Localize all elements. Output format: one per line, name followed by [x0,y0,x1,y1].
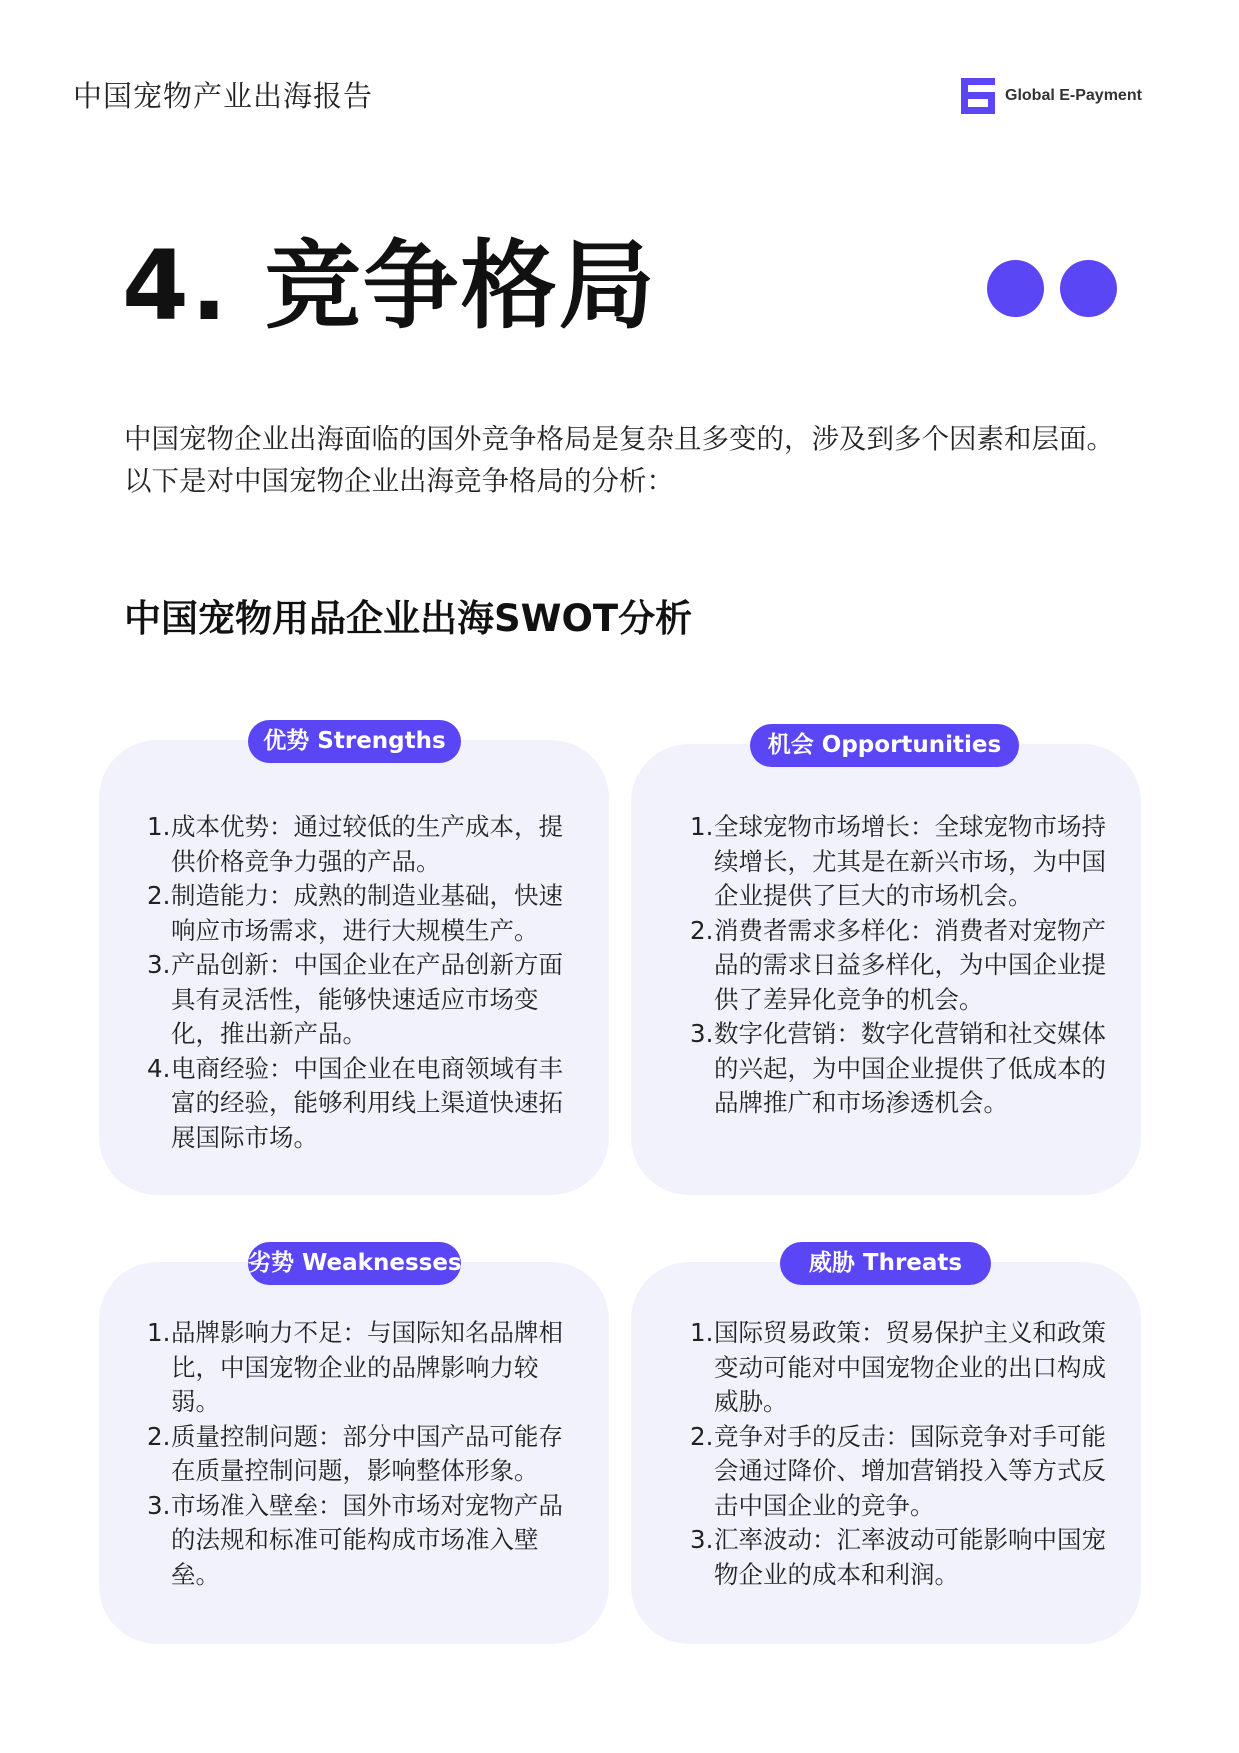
list-item-text: 产品创新：中国企业在产品创新方面具有灵活性，能够快速适应市场变化，推出新产品。 [171,950,563,1048]
list-item-number: 2. [690,915,714,945]
opportunities-list [690,810,1120,1121]
list-item-number: 3. [690,1019,714,1048]
list-item [690,810,1120,914]
list-item-text: 竞争对手的反击：国际竞争对手可能会通过降价、增加营销投入等方式反击中国企业的竞争。 [714,1421,1106,1520]
list-item [147,1316,577,1420]
list-item-text: 市场准入壁垒：国外市场对宠物产品的法规和标准可能构成市场准入壁垒。 [171,1490,563,1589]
page-title: 4. 竞争格局 [122,230,657,342]
list-item-number: 1. [147,1318,171,1347]
list-item-number: 2. [690,1421,714,1451]
list-item-text: 品牌影响力不足：与国际知名品牌相比，中国宠物企业的品牌影响力较弱。 [171,1318,563,1416]
list-item [690,1420,1120,1524]
threats-list [690,1316,1120,1592]
list-item-number: 1. [690,1318,714,1347]
list-item [147,1420,577,1489]
list-item [147,948,577,1052]
weaknesses-label: 劣势 Weaknesses [248,1242,461,1285]
report-header-title: 中国宠物产业出海报告 [73,79,374,113]
list-item-text: 全球宠物市场增长：全球宠物市场持续增长，尤其是在新兴市场，为中国企业提供了巨大的市场机会。 [714,812,1106,910]
global-e-payment-logo-icon [961,78,995,114]
list-item [147,810,577,879]
list-item [690,1523,1120,1592]
opportunities-label: 机会 Opportunities [750,724,1019,767]
logo-text: Global E-Payment [1005,87,1142,104]
strengths-label: 优势 Strengths [248,720,461,763]
list-item [147,879,577,948]
list-item-text: 数字化营销：数字化营销和社交媒体的兴起，为中国企业提供了低成本的品牌推广和市场渗透机会。 [714,1019,1106,1117]
list-item-text: 成本优势：通过较低的生产成本，提供价格竞争力强的产品。 [171,812,563,876]
threats-label: 威胁 Threats [780,1242,991,1285]
list-item [147,1489,577,1593]
list-item-text: 制造能力：成熟的制造业基础，快速响应市场需求，进行大规模生产。 [171,881,563,945]
list-item-text: 国际贸易政策：贸易保护主义和政策变动可能对中国宠物企业的出口构成威胁。 [714,1318,1106,1416]
list-item [690,1017,1120,1121]
brand-logo [961,78,1142,114]
list-item-number: 4. [147,1053,171,1083]
list-item-number: 1. [690,812,714,841]
list-item [147,1052,577,1156]
section-title: 中国宠物用品企业出海SWOT分析 [124,597,693,640]
decorative-dot [1060,260,1117,317]
weaknesses-list [147,1316,577,1592]
list-item-number: 3. [147,1490,171,1520]
list-item-number: 3. [690,1525,714,1554]
list-item-text: 消费者需求多样化：消费者对宠物产品的需求日益多样化，为中国企业提供了差异化竞争的机会。 [714,915,1106,1014]
decorative-dots [987,260,1117,317]
list-item-number: 2. [147,881,171,910]
list-item-number: 1. [147,812,171,841]
list-item-number: 2. [147,1421,171,1451]
list-item [690,1316,1120,1420]
strengths-list [147,810,577,1155]
decorative-dot [987,260,1044,317]
list-item [690,914,1120,1018]
intro-paragraph: 中国宠物企业出海面临的国外竞争格局是复杂且多变的，涉及到多个因素和层面。以下是对中国宠物企业出海竞争格局的分析： [124,423,1114,497]
list-item-text: 汇率波动：汇率波动可能影响中国宠物企业的成本和利润。 [714,1525,1106,1589]
list-item-number: 3. [147,950,171,979]
list-item-text: 质量控制问题：部分中国产品可能存在质量控制问题，影响整体形象。 [171,1421,563,1485]
list-item-text: 电商经验：中国企业在电商领域有丰富的经验，能够利用线上渠道快速拓展国际市场。 [171,1053,563,1152]
